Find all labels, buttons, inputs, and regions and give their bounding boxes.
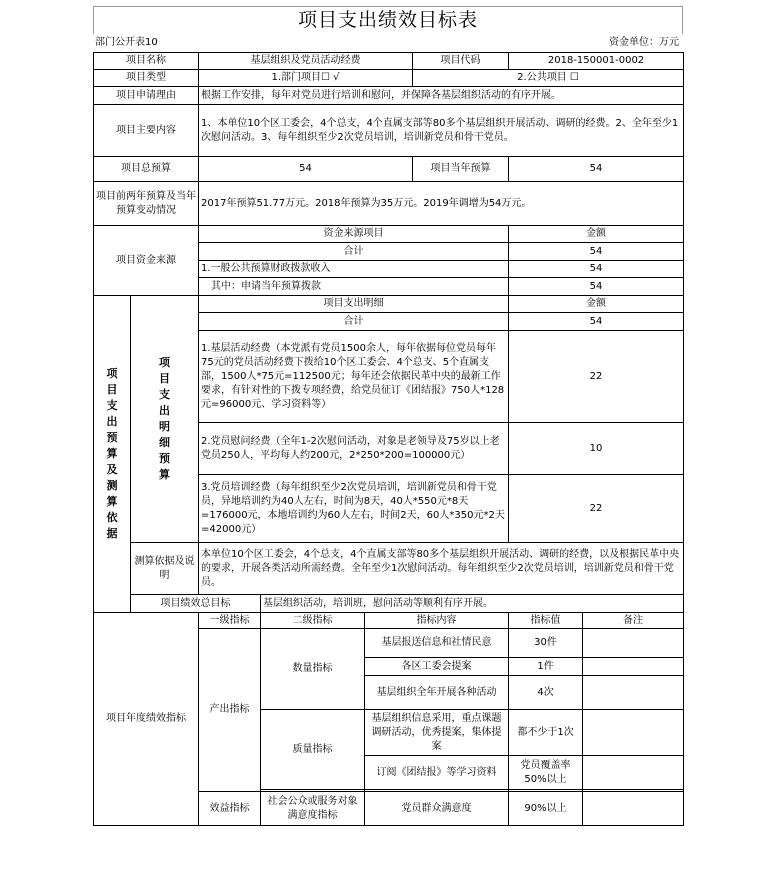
header-line	[93, 34, 683, 52]
content-text: 1、本单位10个区工委会，4个总支，4个直属支部等80多个基层组织开展活动、调研的经费。2、全年至少1次慰问活动。3、每年组织至少2次党员培训，培训新党员和骨干党员。	[199, 105, 684, 157]
header-level1: 一级指标	[199, 613, 261, 629]
funding-row-name: 其中：申请当年预算拨款	[199, 278, 509, 296]
row-calc-basis	[94, 543, 684, 595]
detail-total-label: 合计	[199, 313, 509, 331]
detail-col-item: 项目支出明细	[199, 296, 509, 313]
header-content: 指标内容	[365, 613, 509, 629]
funding-col-source: 资金来源项目	[199, 226, 509, 243]
funding-row-amount: 54	[509, 243, 684, 261]
row-overall-goal	[94, 595, 684, 613]
type-option-public: 2.公共项目 ☐	[413, 70, 684, 87]
indicator-remark	[583, 629, 684, 658]
indicator-value: 90%以上	[509, 792, 583, 826]
indicator-content: 基层组织信息采用，重点课题调研活动，优秀提案，集体提案	[365, 710, 509, 756]
satisfaction-indicator-label: 社会公众或服务对象满意度指标	[261, 792, 365, 826]
row-project-type	[94, 70, 684, 87]
indicator-remark	[583, 658, 684, 676]
project-type-label: 项目类型	[94, 70, 199, 87]
output-indicator-label: 产出指标	[199, 629, 261, 792]
project-name-label: 项目名称	[94, 53, 199, 70]
performance-table	[93, 52, 684, 826]
row-funding-header	[94, 226, 684, 243]
indicator-content: 基层报送信息和社情民意	[365, 629, 509, 658]
indicator-value: 30件	[509, 629, 583, 658]
expenditure-basis-label: 项目支出预算及测算依据	[94, 296, 131, 613]
year-budget-value: 54	[509, 157, 684, 182]
row-content	[94, 105, 684, 157]
dept-label: 部门公开表10	[95, 37, 158, 48]
detail-item-text: 2.党员慰问经费（全年1-2次慰问活动，对象是老领导及75岁以上老党员250人，平均每人约200元，2*250*200=100000元）	[199, 423, 509, 475]
calc-basis-text: 本单位10个区工委会，4个总支，4个直属支部等80多个基层组织开展活动、调研的经费，以及根据民革中央的要求，开展各类活动所需经费。全年至少1次慰问活动。每年组织至少2次党员培训，培训新党员和骨干党员。	[199, 543, 684, 595]
funding-row-name: 合计	[199, 243, 509, 261]
header-remark: 备注	[583, 613, 684, 629]
overall-goal-label: 项目绩效总目标	[131, 595, 261, 613]
quantity-indicator-label: 数量指标	[261, 629, 365, 710]
page-title: 项目支出绩效目标表	[93, 6, 683, 34]
indicator-remark	[583, 676, 684, 710]
overall-goal-text: 基层组织活动，培训班，慰问活动等顺利有序开展。	[261, 595, 684, 613]
detail-item-text: 3.党员培训经费（每年组织至少2次党员培训，培训新党员和骨干党员，异地培训约为40人左右，时间为8天，40人*550元*8天=176000元，本地培训约为60人左右，时间2天，60人*350元*2天=42000元）	[199, 475, 509, 543]
indicator-value: 都不少于1次	[509, 710, 583, 756]
row-indicator-header	[94, 613, 684, 629]
total-budget-label: 项目总预算	[94, 157, 199, 182]
detail-total-amount: 54	[509, 313, 684, 331]
project-code-value: 2018-150001-0002	[509, 53, 684, 70]
indicator-content: 基层组织全年开展各种活动	[365, 676, 509, 710]
quality-indicator-label: 质量指标	[261, 710, 365, 790]
row-project-name	[94, 53, 684, 70]
row-detail-header	[94, 296, 684, 313]
detail-item-amount: 22	[509, 331, 684, 423]
project-name-value: 基层组织及党员活动经费	[199, 53, 413, 70]
document-page	[93, 6, 683, 826]
indicator-value: 4次	[509, 676, 583, 710]
calc-basis-label: 测算依据及说明	[131, 543, 199, 595]
reason-text: 根据工作安排，每年对党员进行培训和慰问，并保障各基层组织活动的有序开展。	[199, 87, 684, 105]
reason-label: 项目申请理由	[94, 87, 199, 105]
detail-item-amount: 22	[509, 475, 684, 543]
detail-col-amount: 金额	[509, 296, 684, 313]
funding-col-amount: 金额	[509, 226, 684, 243]
header-level2: 二级指标	[261, 613, 365, 629]
budget-change-label: 项目前两年预算及当年预算变动情况	[94, 182, 199, 226]
row-reason	[94, 87, 684, 105]
indicator-content: 订阅《团结报》等学习资料	[365, 756, 509, 790]
header-value: 指标值	[509, 613, 583, 629]
type-option-department: 1.部门项目☐ √	[199, 70, 413, 87]
benefit-indicator-label: 效益指标	[199, 792, 261, 826]
funding-row-amount: 54	[509, 278, 684, 296]
detail-item-text: 1.基层活动经费（本党派有党员1500余人，每年依据每位党员每年75元的党员活动经费下拨给10个区工委会、4个总支、5个直属支部，1500人*75元=112500元；每年还会依据民革中央的最新工作要求，有针对性的下拨专项经费，给党员征订《团结报》750人*128元=96000元、学习资料等）	[199, 331, 509, 423]
content-label: 项目主要内容	[94, 105, 199, 157]
indicator-value: 1件	[509, 658, 583, 676]
indicator-value: 党员覆盖率50%以上	[509, 756, 583, 790]
row-budget	[94, 157, 684, 182]
project-code-label: 项目代码	[413, 53, 509, 70]
annual-indicator-label: 项目年度绩效指标	[94, 613, 199, 826]
indicator-content: 党员群众满意度	[365, 792, 509, 826]
detail-budget-label: 项目支出明细预算	[131, 296, 199, 543]
budget-change-text: 2017年预算51.77万元。2018年预算为35万元。2019年调增为54万元。	[199, 182, 684, 226]
year-budget-label: 项目当年预算	[413, 157, 509, 182]
funding-row-name: 1.一般公共预算财政拨款收入	[199, 261, 509, 278]
indicator-content: 各区工委会提案	[365, 658, 509, 676]
indicator-remark	[583, 792, 684, 826]
indicator-remark	[583, 756, 684, 790]
total-budget-value: 54	[199, 157, 413, 182]
funding-source-label: 项目资金来源	[94, 226, 199, 296]
indicator-remark	[583, 710, 684, 756]
row-budget-change	[94, 182, 684, 226]
detail-item-amount: 10	[509, 423, 684, 475]
unit-label: 资金单位：万元	[609, 37, 679, 48]
funding-row-amount: 54	[509, 261, 684, 278]
